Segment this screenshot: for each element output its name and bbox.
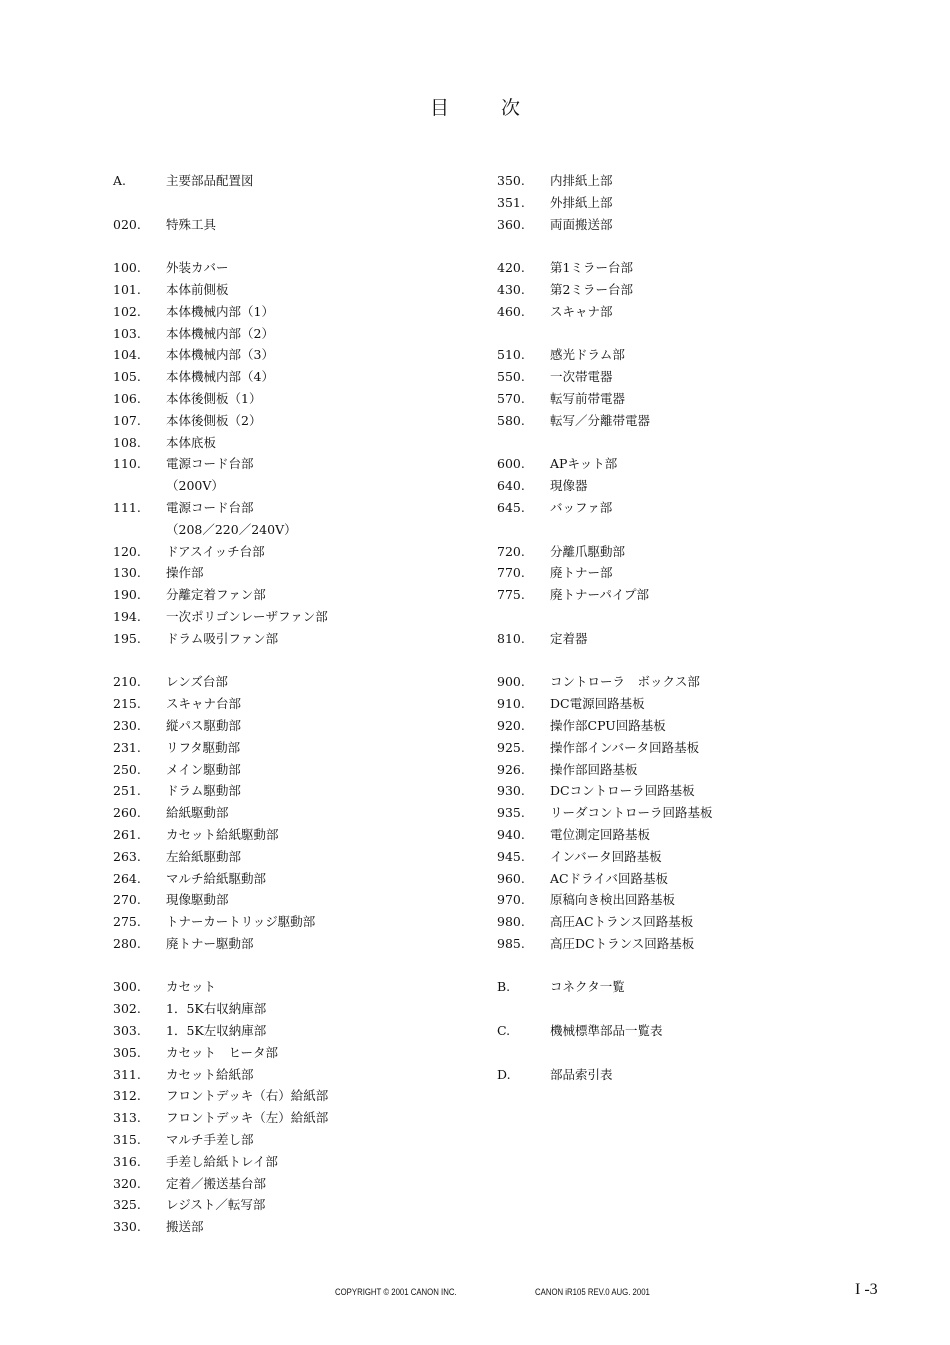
toc-entry-label: 電源コード台部 bbox=[166, 499, 254, 515]
toc-entry-number: 810. bbox=[497, 630, 525, 646]
toc-entry-label: 転写前帯電器 bbox=[550, 390, 626, 406]
toc-entry bbox=[497, 497, 713, 519]
toc-entry-number bbox=[497, 606, 550, 628]
toc-entry bbox=[497, 1064, 713, 1086]
toc-entry-label: 廃トナー駆動部 bbox=[166, 935, 254, 951]
toc-entry bbox=[113, 475, 328, 497]
toc-entry bbox=[113, 344, 328, 366]
toc-entry-number: 970. bbox=[497, 892, 525, 908]
toc-entry-number: 325. bbox=[113, 1197, 141, 1213]
toc-entry-label: マルチ給紙駆動部 bbox=[166, 870, 267, 886]
toc-entry bbox=[497, 737, 713, 759]
toc-entry-label: フロントデッキ（右）給紙部 bbox=[166, 1088, 329, 1104]
toc-entry-label: DCコントローラ回路基板 bbox=[550, 783, 695, 799]
toc-entry-number: 101. bbox=[113, 281, 141, 297]
toc-entry-label: APキット部 bbox=[550, 456, 618, 472]
toc-entry bbox=[113, 1173, 328, 1195]
toc-entry-label: スキャナ部 bbox=[550, 303, 613, 319]
toc-entry-number: 945. bbox=[497, 848, 525, 864]
toc-entry-label: ドラム駆動部 bbox=[166, 783, 241, 799]
toc-entry-label: 第1ミラー台部 bbox=[550, 260, 633, 276]
toc-entry-label: 一次帯電器 bbox=[550, 369, 613, 385]
toc-entry-label: 高圧DCトランス回路基板 bbox=[550, 935, 695, 951]
toc-entry bbox=[497, 889, 713, 911]
toc-entry-number: 263. bbox=[113, 848, 141, 864]
toc-entry bbox=[113, 759, 328, 781]
toc-entry-label: 一次ポリゴンレーザファン部 bbox=[166, 608, 328, 624]
toc-entry-number: 350. bbox=[497, 173, 525, 188]
toc-entry-label: 転写／分離帯電器 bbox=[550, 412, 651, 428]
toc-entry-number bbox=[497, 432, 550, 454]
toc-entry bbox=[113, 1216, 328, 1238]
toc-entry bbox=[497, 671, 713, 693]
toc-entry-number: B. bbox=[497, 979, 511, 995]
toc-entry-number: 900. bbox=[497, 674, 525, 690]
toc-entry-label: 給紙駆動部 bbox=[166, 805, 229, 821]
toc-entry-number: 250. bbox=[113, 761, 141, 777]
toc-entry-number: 275. bbox=[113, 914, 141, 930]
toc-entry-label: 高圧ACトランス回路基板 bbox=[550, 914, 694, 930]
toc-entry-number: 104. bbox=[113, 347, 141, 363]
toc-entry bbox=[113, 1151, 328, 1173]
toc-entry-number: 935. bbox=[497, 805, 525, 821]
toc-entry-label: レジスト／転写部 bbox=[166, 1197, 266, 1213]
toc-left-column bbox=[113, 170, 328, 1238]
toc-entry-number: 720. bbox=[497, 543, 525, 559]
toc-entry-label: 電位測定回路基板 bbox=[550, 826, 651, 842]
toc-entry-number: 460. bbox=[497, 303, 525, 319]
toc-entry bbox=[113, 976, 328, 998]
toc-entry-label: インバータ回路基板 bbox=[550, 848, 662, 864]
toc-entry bbox=[497, 170, 713, 192]
toc-entry bbox=[497, 475, 713, 497]
toc-entry bbox=[113, 737, 328, 759]
toc-entry bbox=[113, 998, 328, 1020]
toc-entry-number: 106. bbox=[113, 390, 141, 406]
toc-entry-number: 305. bbox=[113, 1044, 141, 1060]
toc-entry-number: 102. bbox=[113, 303, 141, 319]
toc-entry bbox=[497, 1020, 713, 1042]
toc-entry-number: 251. bbox=[113, 783, 141, 799]
toc-entry-number: 103. bbox=[113, 325, 141, 341]
toc-entry-label: レンズ台部 bbox=[166, 674, 228, 690]
toc-entry-number: 360. bbox=[497, 216, 525, 232]
toc-entry-number: 302. bbox=[113, 1001, 141, 1017]
toc-entry-label: カセット給紙駆動部 bbox=[166, 826, 279, 842]
toc-entry-label: コントローラ ボックス部 bbox=[550, 674, 700, 690]
toc-entry-number bbox=[497, 998, 550, 1020]
toc-entry bbox=[113, 889, 328, 911]
toc-entry bbox=[497, 410, 713, 432]
toc-entry-label: 現像駆動部 bbox=[166, 892, 229, 908]
toc-entry-label: 原稿向き検出回路基板 bbox=[550, 892, 676, 908]
toc-entry bbox=[113, 1020, 328, 1042]
toc-entry-label: スキャナ台部 bbox=[166, 696, 242, 712]
toc-entry-label: 本体機械内部（3） bbox=[166, 347, 274, 363]
toc-entry bbox=[113, 628, 328, 650]
toc-entry bbox=[497, 780, 713, 802]
toc-entry bbox=[113, 170, 328, 192]
toc-entry bbox=[497, 453, 713, 475]
toc-entry-number: 930. bbox=[497, 783, 525, 799]
toc-entry bbox=[113, 541, 328, 563]
toc-entry-number: 312. bbox=[113, 1088, 141, 1104]
toc-entry-number: 260. bbox=[113, 805, 141, 821]
toc-entry bbox=[113, 497, 328, 519]
toc-entry-label: 搬送部 bbox=[166, 1219, 204, 1235]
toc-entry-number: 303. bbox=[113, 1023, 141, 1039]
toc-entry bbox=[497, 868, 713, 890]
toc-entry-number: 190. bbox=[113, 587, 141, 603]
toc-entry-number: 120. bbox=[113, 543, 141, 559]
toc-entry-number: 550. bbox=[497, 369, 525, 385]
toc-spacer bbox=[113, 955, 328, 977]
toc-entry-number: 580. bbox=[497, 412, 525, 428]
toc-entry-number: 261. bbox=[113, 826, 141, 842]
toc-entry-label: 部品索引表 bbox=[550, 1066, 613, 1082]
toc-spacer bbox=[497, 650, 713, 672]
toc-entry-label: 定着器 bbox=[550, 630, 588, 646]
toc-entry-label: ACドライバ回路基板 bbox=[550, 870, 668, 886]
toc-entry bbox=[113, 453, 328, 475]
toc-entry bbox=[497, 192, 713, 214]
toc-entry-label: DC電源回路基板 bbox=[550, 696, 645, 712]
toc-entry-label: メイン駆動部 bbox=[166, 761, 241, 777]
toc-entry-number: 280. bbox=[113, 935, 141, 951]
toc-entry-label: ドアスイッチ台部 bbox=[166, 543, 265, 559]
toc-entry-label: 操作部CPU回路基板 bbox=[550, 717, 666, 733]
toc-entry-number: 107. bbox=[113, 412, 141, 428]
toc-entry bbox=[113, 432, 328, 454]
toc-entry-number: 316. bbox=[113, 1153, 141, 1169]
toc-entry-number: 351. bbox=[497, 194, 525, 210]
toc-entry-number: A. bbox=[113, 173, 127, 188]
toc-entry-number: 320. bbox=[113, 1175, 141, 1191]
toc-entry-number: 110. bbox=[113, 456, 141, 472]
toc-entry-number: 130. bbox=[113, 565, 141, 581]
toc-entry-label: （200V） bbox=[166, 478, 224, 494]
toc-entry-label: 本体後側板（2） bbox=[166, 412, 262, 428]
toc-entry-number bbox=[497, 235, 550, 257]
toc-entry bbox=[497, 846, 713, 868]
toc-entry bbox=[113, 562, 328, 584]
toc-entry-number: 300. bbox=[113, 979, 141, 995]
toc-entry bbox=[497, 301, 713, 323]
toc-entry-label: 左給紙駆動部 bbox=[166, 848, 242, 864]
toc-entry-number bbox=[497, 1042, 550, 1064]
toc-entry-number bbox=[113, 192, 166, 214]
toc-entry-number: 230. bbox=[113, 717, 141, 733]
toc-entry-number: 645. bbox=[497, 499, 525, 515]
footer-copyright: COPYRIGHT © 2001 CANON INC. bbox=[335, 1287, 457, 1298]
toc-entry bbox=[113, 301, 328, 323]
toc-entry-label: カセット給紙部 bbox=[166, 1066, 254, 1082]
toc-entry-label: 感光ドラム部 bbox=[550, 347, 625, 363]
toc-entry bbox=[113, 214, 328, 236]
toc-entry-label: 本体機械内部（4） bbox=[166, 369, 274, 385]
toc-entry bbox=[113, 1085, 328, 1107]
toc-entry bbox=[497, 933, 713, 955]
footer-model-revision: CANON iR105 REV.0 AUG. 2001 bbox=[535, 1287, 650, 1298]
toc-spacer bbox=[497, 235, 713, 257]
toc-entry-number bbox=[497, 955, 550, 977]
toc-spacer bbox=[113, 650, 328, 672]
toc-entry-label: 定着／搬送基台部 bbox=[166, 1175, 267, 1191]
toc-entry-number bbox=[497, 650, 550, 672]
toc-entry-label: 本体機械内部（1） bbox=[166, 303, 274, 319]
toc-entry-number: 231. bbox=[113, 739, 141, 755]
toc-entry-label: 本体機械内部（2） bbox=[166, 325, 274, 341]
toc-entry-label: 1．5K右収納庫部 bbox=[166, 1001, 267, 1017]
toc-entry bbox=[113, 366, 328, 388]
toc-entry-number: 570. bbox=[497, 390, 525, 406]
toc-entry-label: 第2ミラー台部 bbox=[550, 281, 633, 297]
toc-spacer bbox=[497, 519, 713, 541]
toc-entry-number: 775. bbox=[497, 587, 525, 603]
toc-entry bbox=[497, 366, 713, 388]
toc-entry-label: 手差し給紙トレイ部 bbox=[166, 1153, 278, 1169]
toc-spacer bbox=[497, 998, 713, 1020]
toc-entry-number: 430. bbox=[497, 281, 525, 297]
toc-entry bbox=[497, 628, 713, 650]
toc-entry-number: 311. bbox=[113, 1066, 141, 1082]
toc-entry bbox=[113, 868, 328, 890]
toc-entry bbox=[113, 1042, 328, 1064]
toc-entry bbox=[497, 976, 713, 998]
toc-entry-label: 特殊工具 bbox=[166, 216, 217, 232]
toc-entry bbox=[497, 279, 713, 301]
toc-entry-number: 313. bbox=[113, 1110, 141, 1126]
toc-entry bbox=[497, 562, 713, 584]
toc-spacer bbox=[113, 192, 328, 214]
toc-entry-number: 920. bbox=[497, 717, 525, 733]
toc-entry-label: リフタ駆動部 bbox=[166, 739, 241, 755]
toc-entry-label: 内排紙上部 bbox=[550, 173, 613, 188]
toc-spacer bbox=[497, 432, 713, 454]
toc-entry-number: 420. bbox=[497, 260, 525, 276]
toc-entry bbox=[497, 584, 713, 606]
toc-entry-number: 985. bbox=[497, 935, 525, 951]
toc-entry bbox=[113, 410, 328, 432]
toc-spacer bbox=[497, 955, 713, 977]
toc-entry-label: 主要部品配置図 bbox=[166, 173, 254, 188]
toc-entry-number: 940. bbox=[497, 826, 525, 842]
toc-entry bbox=[497, 388, 713, 410]
toc-entry bbox=[497, 693, 713, 715]
toc-entry-number: 926. bbox=[497, 761, 525, 777]
toc-entry-number: 105. bbox=[113, 369, 141, 385]
toc-entry-number: 195. bbox=[113, 630, 141, 646]
toc-entry-number: 108. bbox=[113, 434, 141, 450]
toc-entry bbox=[497, 824, 713, 846]
toc-entry-label: 機械標準部品一覧表 bbox=[550, 1023, 663, 1039]
toc-entry bbox=[113, 1107, 328, 1129]
toc-entry-number: 960. bbox=[497, 870, 525, 886]
toc-entry-number: 270. bbox=[113, 892, 141, 908]
toc-entry bbox=[113, 257, 328, 279]
toc-spacer bbox=[113, 235, 328, 257]
toc-entry-label: 外装カバー bbox=[166, 260, 229, 276]
toc-entry bbox=[113, 323, 328, 345]
toc-entry bbox=[497, 802, 713, 824]
toc-entry-label: 操作部 bbox=[166, 565, 204, 581]
toc-entry bbox=[497, 344, 713, 366]
toc-entry bbox=[113, 1194, 328, 1216]
toc-spacer bbox=[497, 323, 713, 345]
toc-entry-label: 外排紙上部 bbox=[550, 194, 613, 210]
toc-entry-number: 330. bbox=[113, 1219, 141, 1235]
toc-entry-number bbox=[497, 323, 550, 345]
toc-entry-label: 両面搬送部 bbox=[550, 216, 613, 232]
toc-entry-label: 電源コード台部 bbox=[166, 456, 254, 472]
toc-entry-label: ドラム吸引ファン部 bbox=[166, 630, 279, 646]
toc-entry-number: 770. bbox=[497, 565, 525, 581]
toc-entry-label: リーダコントローラ回路基板 bbox=[550, 805, 713, 821]
toc-entry-label: 廃トナーパイプ部 bbox=[550, 587, 650, 603]
toc-entry bbox=[113, 780, 328, 802]
toc-entry bbox=[497, 214, 713, 236]
toc-entry bbox=[113, 846, 328, 868]
toc-entry-label: 分離爪駆動部 bbox=[550, 543, 626, 559]
toc-entry-number: C. bbox=[497, 1023, 511, 1039]
toc-entry-label: 本体底板 bbox=[166, 434, 217, 450]
toc-entry-number: 315. bbox=[113, 1132, 141, 1148]
toc-entry bbox=[113, 824, 328, 846]
toc-entry bbox=[497, 715, 713, 737]
toc-entry-label: カセット bbox=[166, 979, 217, 995]
toc-entry-number: 980. bbox=[497, 914, 525, 930]
toc-spacer bbox=[497, 606, 713, 628]
toc-entry-number: 100. bbox=[113, 260, 141, 276]
toc-entry-number: 640. bbox=[497, 478, 525, 494]
toc-entry-number bbox=[113, 955, 166, 977]
toc-entry bbox=[113, 911, 328, 933]
toc-entry-label: 分離定着ファン部 bbox=[166, 587, 266, 603]
toc-entry bbox=[113, 1064, 328, 1086]
toc-entry bbox=[113, 1129, 328, 1151]
toc-entry-number bbox=[113, 235, 166, 257]
toc-entry-number: 020. bbox=[113, 216, 141, 232]
toc-entry bbox=[113, 584, 328, 606]
page-title: 目次 bbox=[429, 97, 572, 119]
toc-entry-number bbox=[113, 519, 166, 541]
toc-spacer bbox=[497, 1042, 713, 1064]
toc-entry-number: 910. bbox=[497, 696, 525, 712]
toc-entry bbox=[113, 933, 328, 955]
toc-entry bbox=[113, 693, 328, 715]
toc-entry-label: 廃トナー部 bbox=[550, 565, 613, 581]
toc-entry-label: カセット ヒータ部 bbox=[166, 1044, 279, 1060]
toc-entry-label: 本体後側板（1） bbox=[166, 390, 262, 406]
toc-entry bbox=[497, 911, 713, 933]
toc-entry bbox=[497, 257, 713, 279]
toc-right-column bbox=[497, 170, 713, 1085]
toc-entry-label: 現像器 bbox=[550, 478, 588, 494]
toc-entry-label: 1．5K左収納庫部 bbox=[166, 1023, 267, 1039]
toc-entry bbox=[113, 388, 328, 410]
toc-entry bbox=[113, 519, 328, 541]
toc-entry-number: 510. bbox=[497, 347, 525, 363]
toc-entry-label: 本体前側板 bbox=[166, 281, 229, 297]
toc-entry-number: 600. bbox=[497, 456, 525, 472]
toc-entry-label: 縦パス駆動部 bbox=[166, 717, 242, 733]
toc-entry-number: 264. bbox=[113, 870, 141, 886]
toc-entry-number: 925. bbox=[497, 739, 525, 755]
toc-entry-number: 210. bbox=[113, 674, 141, 690]
toc-entry-label: 操作部インバータ回路基板 bbox=[550, 739, 700, 755]
toc-entry-number bbox=[113, 475, 166, 497]
toc-entry bbox=[113, 671, 328, 693]
toc-entry-number bbox=[113, 650, 166, 672]
toc-entry-number: 194. bbox=[113, 608, 141, 624]
toc-entry-label: 操作部回路基板 bbox=[550, 761, 638, 777]
toc-entry bbox=[113, 802, 328, 824]
toc-entry-label: フロントデッキ（左）給紙部 bbox=[166, 1110, 329, 1126]
toc-entry bbox=[113, 715, 328, 737]
toc-entry-label: （208／220／240V） bbox=[166, 521, 297, 537]
toc-entry bbox=[113, 606, 328, 628]
toc-entry bbox=[497, 541, 713, 563]
toc-entry-label: コネクタ一覧 bbox=[550, 979, 625, 995]
toc-entry-label: バッファ部 bbox=[550, 499, 613, 515]
page-number: I -3 bbox=[855, 1281, 878, 1298]
toc-entry-number: 111. bbox=[113, 499, 141, 515]
toc-entry-number: 215. bbox=[113, 696, 141, 712]
toc-entry-label: マルチ手差し部 bbox=[166, 1132, 254, 1148]
toc-entry bbox=[497, 759, 713, 781]
toc-entry-number bbox=[497, 519, 550, 541]
toc-entry bbox=[113, 279, 328, 301]
toc-entry-label: トナーカートリッジ駆動部 bbox=[166, 914, 316, 930]
toc-entry-number: D. bbox=[497, 1066, 511, 1082]
